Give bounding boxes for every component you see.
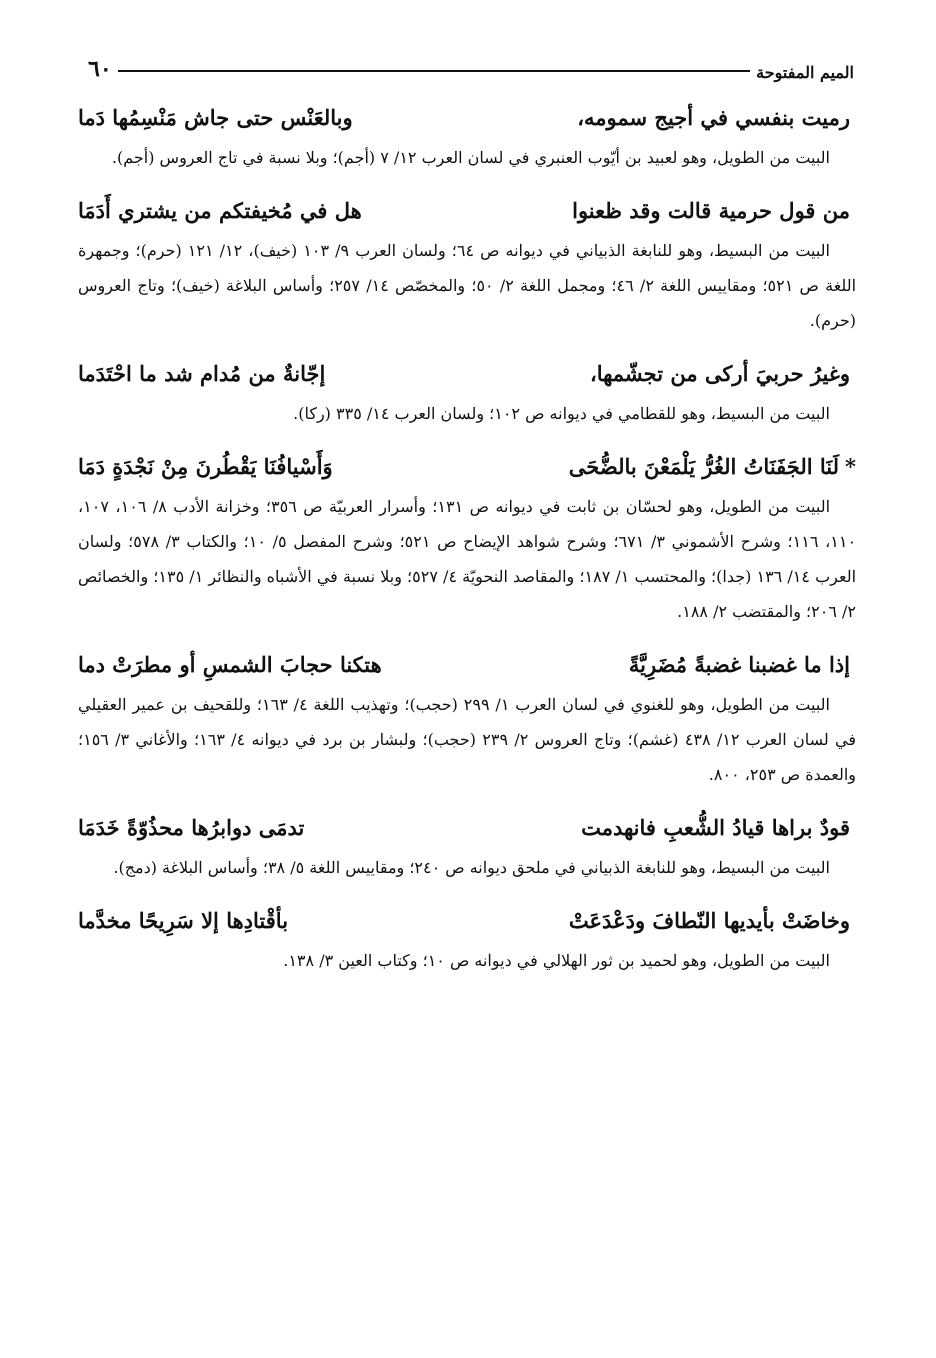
hemistich-text: إذا ما غضبنا غضبةً مُضَرِيَّةً [628, 652, 850, 677]
verse-line [78, 445, 856, 489]
running-title: الميم المفتوحة [756, 63, 854, 82]
verse-first-hemistich [629, 643, 856, 687]
verse-first-hemistich [569, 445, 856, 489]
page-number: ٦٠ [88, 56, 112, 82]
verse-source-note: البيت من الطويل، وهو لحسّان بن ثابت في ديوانه ص ١٣١؛ وأسرار العربيّة ص ٣٥٦؛ وخزانة الأدب ٨/ ١٠٦، ١٠٧، ١١٠، ١١٦؛ وشرح الأشموني ٣/ ٦٧١؛ وشرح شواهد الإيضاح ص ٥٢١؛ وشرح المفصل ٥/ ١٠؛ والكتاب ٣/ ٥٧٨؛ ولسان العرب ١٤/ ١٣٦ (جدا)؛ والمحتسب ١/ ١٨٧؛ والمقاصد النحويّة ٤/ ٥٢٧؛ وبلا نسبة في الأشباه والنظائر ١/ ١٣٥؛ والخصائص ٢/ ٢٠٦؛ والمقتضب ٢/ ١٨٨. [78, 497, 857, 621]
verse-source-note: البيت من الطويل، وهو لحميد بن ثور الهلالي في ديوانه ص ١٠؛ وكتاب العين ٣/ ١٣٨. [283, 951, 830, 970]
verse-first-hemistich [572, 189, 856, 233]
verse-first-hemistich [577, 96, 856, 140]
verse-second-hemistich: وَأَسْيافُنَا يَقْطُرنَ مِنْ نَجْدَةٍ دَمَا [78, 454, 333, 479]
verse-second-hemistich: هتكنا حجابَ الشمسِ أو مطرَتْ دما [78, 652, 382, 677]
hemistich-text: وخاضَتْ بأيديها النّطافَ ودَعْدَعَتْ [568, 908, 850, 933]
verse-entry-5 [78, 643, 856, 792]
verse-second-hemistich: هل في مُخيفتكم من يشتري أَدَمَا [78, 198, 362, 223]
verse-marker: * [845, 454, 856, 479]
verse-source-note: البيت من الطويل، وهو للغنوي في لسان العرب ١/ ٢٩٩ (حجب)؛ وتهذيب اللغة ٤/ ١٦٣؛ وللقحيف بن عمير العقيلي في لسان العرب ١٢/ ٤٣٨ (غشم)؛ وتاج العروس ٢/ ٢٣٩ (حجب)؛ ولبشار بن برد في ديوانه ٤/ ١٦٣؛ والأغاني ٣/ ١٥٦؛ والعمدة ص ٢٥٣، ٨٠٠. [78, 695, 856, 784]
verse-line [78, 96, 856, 140]
verse-first-hemistich [569, 899, 856, 943]
hemistich-text: قودٌ براها قيادُ الشُّعبِ فانهدمت [581, 815, 850, 840]
hemistich-text: وغيرُ حربيَ أركى من تجشّمها، [589, 361, 850, 386]
verse-source-note: البيت من البسيط، وهو للنابغة الذبياني في ديوانه ص ٦٤؛ ولسان العرب ٩/ ١٠٣ (خيف)، ١٢/ ١٢١ (حرم)؛ وجمهرة اللغة ص ٥٢١؛ ومقاييس اللغة ٢/ ٤٦؛ ومجمل اللغة ٢/ ٥٠؛ والمخصّص ١٤/ ٢٥٧؛ وأساس البلاغة (خيف)؛ وتاج العروس (حرم). [78, 241, 857, 330]
verse-second-hemistich: وبالعَنْس حتى جاش مَنْسِمُها دَما [78, 105, 353, 130]
verse-line [78, 352, 856, 396]
verse-entry-6 [78, 806, 856, 885]
verse-first-hemistich [590, 352, 856, 396]
verse-entry-7 [78, 899, 856, 978]
hemistich-text: رميت بنفسي في أجيج سمومه، [577, 105, 850, 130]
verse-entry-3 [78, 352, 856, 431]
verse-entry-4 [78, 445, 856, 629]
verse-entry-2 [78, 189, 856, 338]
verse-line [78, 806, 856, 850]
verse-second-hemistich: إجّانةٌ من مُدام شد ما احْتَدَما [78, 361, 326, 386]
verse-line [78, 899, 856, 943]
verse-second-hemistich: تدمَى دوابرُها محذُوّةً خَدَمَا [78, 815, 305, 840]
hemistich-text: من قول حرمية قالت وقد ظعنوا [572, 198, 850, 223]
hemistich-text: لَنَا الجَفَنَاتُ الغُرُّ يَلْمَعْنَ بالضُّحَى [568, 454, 840, 479]
verse-first-hemistich [581, 806, 856, 850]
verse-line [78, 643, 856, 687]
verse-line [78, 189, 856, 233]
verse-second-hemistich: بأقْتادِها إلا سَرِيحًا مخدَّما [78, 908, 289, 933]
book-page [78, 48, 856, 1338]
verse-entry-1 [78, 96, 856, 175]
verse-source-note: البيت من البسيط، وهو للقطامي في ديوانه ص ١٠٢؛ ولسان العرب ١٤/ ٣٣٥ (ركا). [293, 404, 830, 423]
verse-source-note: البيت من البسيط، وهو للنابغة الذبياني في ملحق ديوانه ص ٢٤٠؛ ومقاييس اللغة ٥/ ٣٨؛ وأساس البلاغة (دمج). [113, 858, 830, 877]
page-header [78, 48, 856, 82]
header-rule [118, 70, 751, 72]
verse-source-note: البيت من الطويل، وهو لعبيد بن أيّوب العنبري في لسان العرب ١٢/ ٧ (أجم)؛ وبلا نسبة في تاج العروس (أجم). [111, 148, 830, 167]
